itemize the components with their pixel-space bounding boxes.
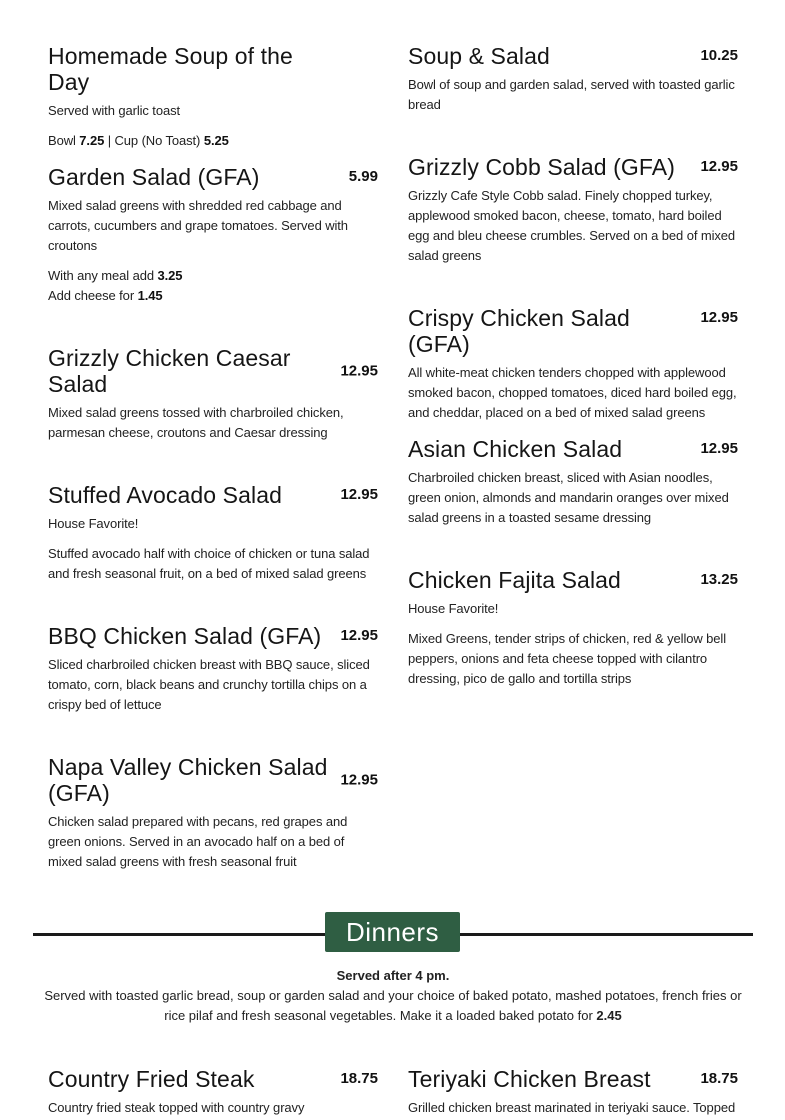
item-description: Mixed salad greens tossed with charbroiled chicken, parmesan cheese, croutons and Caesar dressing [48, 405, 344, 440]
menu-item-header [48, 754, 378, 806]
menu-item [408, 154, 738, 266]
item-price: 12.95 [700, 440, 738, 457]
item-name: Garden Salad (GFA) [48, 164, 260, 190]
menu-item-header [48, 482, 378, 508]
menu-item [48, 1066, 378, 1118]
dinners-note [33, 966, 753, 1026]
item-description: Grizzly Cafe Style Cobb salad. Finely chopped turkey, applewood smoked bacon, cheese, tomato, hard boiled egg and bleu cheese crumbles. Served on a bed of mixed salad greens [408, 188, 736, 263]
item-description: Stuffed avocado half with choice of chicken or tuna salad and fresh seasonal fruit, on a bed of mixed salad greens [48, 546, 370, 581]
item-name: Homemade Soup of the Day [48, 43, 293, 95]
menu-item-header [48, 43, 378, 95]
item-name: Teriyaki Chicken Breast [408, 1066, 651, 1092]
item-price: 12.95 [340, 486, 378, 503]
menu-item [48, 164, 378, 306]
item-name: Stuffed Avocado Salad [48, 482, 282, 508]
menu-item-header [408, 305, 738, 357]
item-name: Country Fried Steak [48, 1066, 255, 1092]
item-price: 12.95 [700, 158, 738, 175]
menu-item-header [408, 43, 738, 69]
item-description: Bowl of soup and garden salad, served with toasted garlic bread [408, 77, 735, 112]
item-price: 12.95 [340, 627, 378, 644]
item-description: All white-meat chicken tenders chopped with applewood smoked bacon, chopped tomatoes, diced hard boiled egg, and cheddar, placed on a bed of mixed salad greens [408, 365, 737, 420]
item-name: Crispy Chicken Salad (GFA) [408, 305, 630, 357]
item-tagline: House Favorite! [48, 516, 139, 531]
menu-item [48, 482, 378, 584]
item-name: Grizzly Chicken Caesar Salad [48, 345, 291, 397]
item-tagline: House Favorite! [408, 601, 499, 616]
menu-item [408, 436, 738, 528]
menu-item [408, 305, 738, 423]
item-description: Grilled chicken breast marinated in teriyaki sauce. Topped [408, 1100, 736, 1115]
menu-item-header [48, 1066, 378, 1092]
item-description: Charbroiled chicken breast, sliced with Asian noodles, green onion, almonds and mandarin oranges over mixed salad greens in a toasted sesame dressing [408, 470, 729, 525]
item-description: Chicken salad prepared with pecans, red grapes and green onions. Served in an avocado half on a bed of mixed salad greens with fresh seasonal fruit [48, 814, 348, 869]
menu-item [408, 1066, 738, 1118]
item-price: 12.95 [340, 362, 378, 380]
item-price: 12.95 [340, 771, 378, 789]
item-price: 13.25 [700, 571, 738, 588]
menu-item [48, 623, 378, 715]
menu-item-header [408, 1066, 738, 1092]
item-options [48, 266, 378, 306]
section-title-dinners: Dinners [325, 912, 460, 952]
item-description: Served with garlic toast [48, 103, 180, 118]
item-price: 12.95 [700, 309, 738, 326]
menu-item-header [48, 164, 378, 190]
item-name: BBQ Chicken Salad (GFA) [48, 623, 322, 649]
option-line: Add cheese for 1.45 [48, 288, 163, 303]
item-options: Bowl 7.25 | Cup (No Toast) 5.25 [48, 133, 229, 148]
item-price: 18.75 [700, 1070, 738, 1087]
menu-item-header [408, 567, 738, 593]
item-price: 5.99 [348, 168, 378, 185]
menu-item [48, 345, 378, 443]
item-name: Napa Valley Chicken Salad (GFA) [48, 754, 328, 806]
item-description: Mixed Greens, tender strips of chicken, red & yellow bell peppers, onions and feta cheese topped with cilantro dressing, pico de gallo and tortilla strips [408, 631, 726, 686]
menu-item-header [48, 345, 378, 397]
dinners-sides-note: Served with toasted garlic bread, soup or garden salad and your choice of baked potato, mashed potatoes, french fries or rice pilaf and fresh seasonal vegetables. Make it a loaded baked potato for 2.45 [44, 988, 742, 1023]
item-price: 18.75 [340, 1070, 378, 1087]
menu-item [48, 754, 378, 872]
item-name: Grizzly Cobb Salad (GFA) [408, 154, 675, 180]
menu-item [408, 567, 738, 689]
menu-item-header [48, 623, 378, 649]
dinners-served-time: Served after 4 pm. [336, 968, 450, 983]
item-name: Chicken Fajita Salad [408, 567, 621, 593]
item-name: Asian Chicken Salad [408, 436, 623, 462]
item-description: Sliced charbroiled chicken breast with BBQ sauce, sliced tomato, corn, black beans and crunchy tortilla chips on a crispy bed of lettuce [48, 657, 370, 712]
menu-item-header [408, 436, 738, 462]
item-description: Mixed salad greens with shredded red cabbage and carrots, cucumbers and grape tomatoes. Served with croutons [48, 198, 348, 253]
menu-item [408, 43, 738, 115]
menu-item-header [408, 154, 738, 180]
item-price: 10.25 [700, 47, 738, 64]
item-name: Soup & Salad [408, 43, 550, 69]
option-line: With any meal add 3.25 [48, 268, 183, 283]
menu-item [48, 43, 378, 151]
item-description: Country fried steak topped with country gravy [48, 1100, 305, 1115]
